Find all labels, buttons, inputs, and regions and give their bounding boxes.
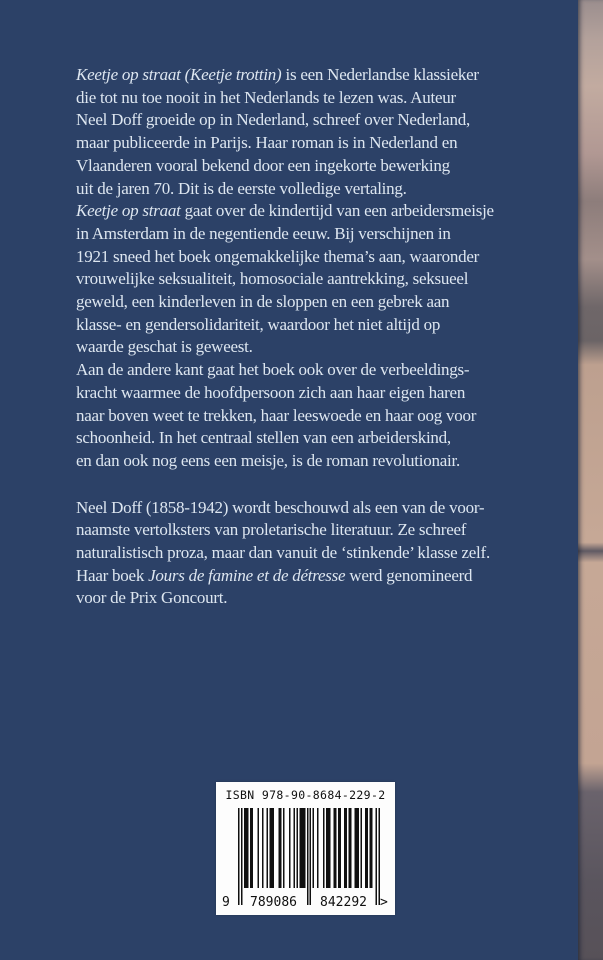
isbn-barcode (216, 782, 395, 915)
text-line: Neel Doff groeide op in Nederland, schreef over Nederland, (76, 110, 470, 130)
ean-suffix-mark: > (380, 895, 388, 910)
text-line: waarde geschat is geweest. (76, 337, 253, 357)
text-line: Vlaanderen vooral bekend door een ingekorte bewerking (76, 155, 450, 175)
text-line: naar boven weet te trekken, haar leeswoede en haar oog voor (76, 405, 477, 425)
text-line: en dan ook nog eens een meisje, is de roman revolutionair. (76, 450, 460, 470)
text-line: Haar boek Jours de famine et de détresse werd genomineerd (76, 565, 473, 585)
text-line: Aan de andere kant gaat het boek ook over de verbeeldings- (76, 360, 470, 380)
text-line: Keetje op straat (Keetje trottin) is een Nederlandse klassieker (76, 65, 479, 84)
text-line: schoonheid. In het centraal stellen van een arbeiderskind, (76, 428, 451, 448)
text-line: maar publiceerde in Parijs. Haar roman is in Nederland en (76, 133, 458, 153)
text-line: in Amsterdam in de negentiende eeuw. Bij verschijnen in (76, 223, 451, 243)
barcode-bars-icon (238, 808, 380, 905)
text-line: kracht waarmee de hoofdpersoon zich aan haar eigen haren (76, 382, 466, 402)
author-bio (76, 497, 568, 611)
ean-digits-group2: 842292 (320, 895, 367, 910)
text-line: geweld, een kinderleven in de sloppen en een gebrek aan (76, 292, 450, 312)
blurb-text (76, 64, 568, 610)
text-line: klasse- en gendersolidariteit, waardoor het niet altijd op (76, 314, 441, 334)
text-line: voor de Prix Goncourt. (76, 588, 228, 608)
text-line: Keetje op straat gaat over de kindertijd van een arbeidersmeisje (76, 201, 494, 221)
text-line: naamste vertolksters van proletarische literatuur. Ze schreef (76, 520, 467, 540)
front-cover-edge-photo (578, 0, 603, 960)
text-line: vrouwelijke seksualiteit, homosociale aantrekking, seksueel (76, 269, 469, 289)
ean-leading-digit: 9 (222, 895, 230, 910)
text-line: die tot nu toe nooit in het Nederlands te lezen was. Auteur (76, 87, 456, 107)
text-line: uit de jaren 70. Dit is de eerste volledige vertaling. (76, 178, 407, 198)
ean13-barcode (216, 808, 395, 916)
text-line: Neel Doff (1858-1942) wordt beschouwd als een van de voor- (76, 497, 485, 517)
text-line: naturalistisch proza, maar dan vanuit de ‘stinkende’ klasse zelf. (76, 543, 490, 563)
isbn-number: ISBN 978-90-8684-229-2 (225, 788, 386, 802)
ean-digits-group1: 789086 (250, 895, 297, 910)
text-line: 1921 sneed het boek ongemakkelijke thema’s aan, waaronder (76, 246, 480, 266)
